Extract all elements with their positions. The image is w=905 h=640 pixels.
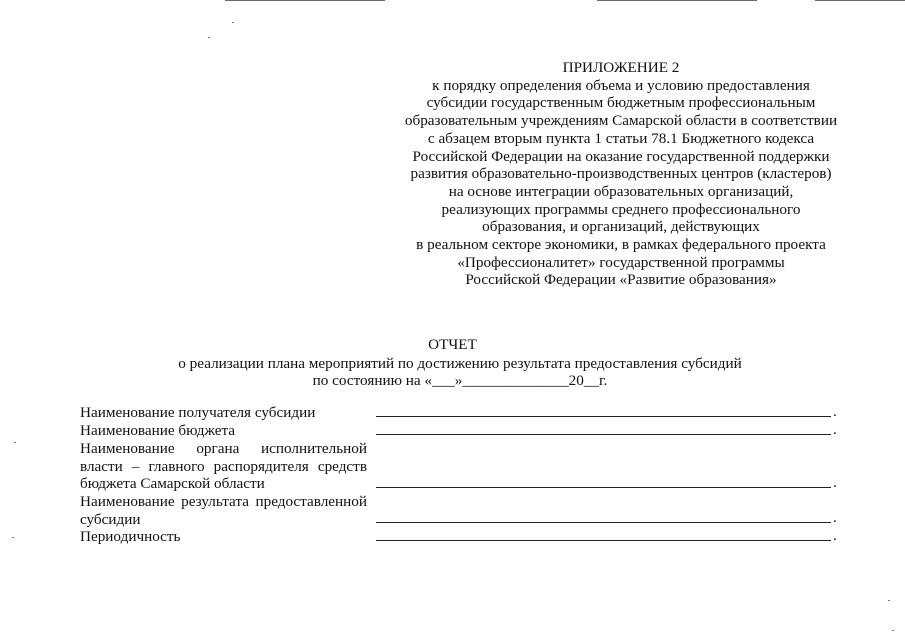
appendix-line: на основе интеграции образовательных организаций, [448,182,794,200]
result-fill-line[interactable] [376,522,831,523]
line-end-dot: . [833,404,837,420]
field-label-authority: Наименование органа исполнительной власти – главного распорядителя средств бюджета Самарской области [80,440,367,493]
line-end-dot: . [833,528,837,544]
line-end-dot: . [833,475,837,491]
appendix-title: ПРИЛОЖЕНИЕ 2 [562,59,680,76]
appendix-line: Российской Федерации на оказание государственной поддержки [412,147,830,165]
appendix-line: развития образовательно-производственных центров (кластеров) [410,165,832,183]
report-date-line: по состоянию на «___»______________20__г. [312,372,608,389]
scan-speck [12,537,14,538]
appendix-line: реализующих программы среднего профессионального [441,200,801,218]
appendix-line: образовательным учреждениям Самарской области в соответствии [404,112,838,130]
scan-edge-left [225,0,385,1]
field-label-result: Наименование результата предоставленной субсидии [80,493,367,528]
scan-edge-right [815,0,905,1]
report-subtitle: о реализации плана мероприятий по достижению результата предоставления субсидий [178,355,742,372]
appendix-line: с абзацем вторым пункта 1 статьи 78.1 Бюджетного кодекса [427,129,815,147]
field-label-periodicity: Периодичность [80,528,181,545]
scan-speck [888,600,890,601]
recipient-fill-line[interactable] [376,416,831,417]
scan-speck [892,630,894,631]
line-end-dot: . [833,422,837,438]
scan-speck [232,22,234,23]
scan-speck [14,442,16,443]
report-title: ОТЧЕТ [428,336,477,353]
appendix-line: в реальном секторе экономики, в рамках федерального проекта [416,236,826,254]
appendix-line: субсидии государственным бюджетным профессиональным [426,94,816,112]
appendix-block [386,59,856,289]
authority-fill-line[interactable] [376,487,831,488]
budget-fill-line[interactable] [376,434,831,435]
field-label-recipient: Наименование получателя субсидии [80,404,316,421]
appendix-line: к порядку определения объема и условию предоставления [432,76,810,94]
appendix-line: образования, и организаций, действующих [482,218,760,236]
scan-edge-middle [597,0,757,1]
appendix-line: «Профессионалитет» государственной программы [457,253,785,271]
periodicity-fill-line[interactable] [376,540,831,541]
scan-speck [208,37,210,38]
line-end-dot: . [833,510,837,526]
field-label-budget: Наименование бюджета [80,422,236,439]
appendix-line: Российской Федерации «Развитие образования» [465,271,777,289]
